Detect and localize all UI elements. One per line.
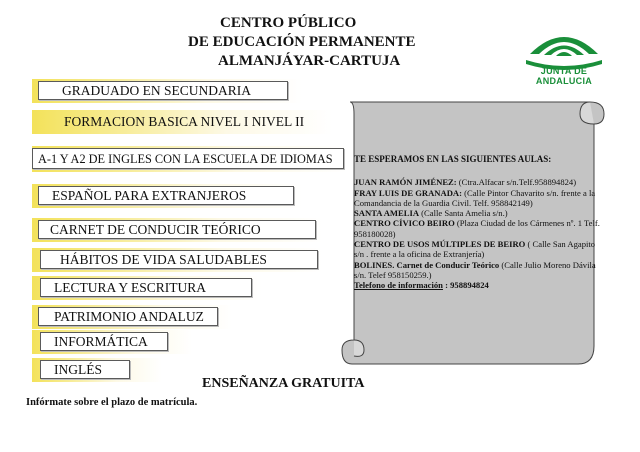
course-item bbox=[32, 358, 162, 382]
aula-detail: ( Calle San Agapito s/n . frente a la oficina de Extranjería) bbox=[354, 239, 596, 260]
course-label: PATRIMONIO ANDALUZ bbox=[54, 309, 204, 324]
phone-label: Telefono de información bbox=[354, 280, 443, 291]
course-label: GRADUADO EN SECUNDARIA bbox=[62, 83, 251, 98]
course-label: ESPAÑOL PARA EXTRANJEROS bbox=[52, 188, 247, 203]
phone-value: : 958894824 bbox=[442, 280, 489, 291]
title-line-2: DE EDUCACIÓN PERMANENTE bbox=[188, 34, 416, 50]
center-title bbox=[150, 14, 450, 71]
enrollment-note: Infórmate sobre el plazo de matrícula. bbox=[26, 397, 198, 408]
course-label: FORMACION BASICA NIVEL I NIVEL II bbox=[64, 114, 305, 129]
aula-name: BOLINES. Carnet de Conducir Teórico bbox=[354, 259, 500, 270]
aula-name: FRAY LUIS DE GRANADA: bbox=[354, 187, 462, 198]
aula-entry bbox=[354, 218, 604, 239]
aula-name: CENTRO CÍVICO BEIRO bbox=[354, 218, 455, 229]
aula-entry bbox=[354, 260, 604, 281]
course-label: A-1 Y A2 DE INGLES CON LA ESCUELA DE IDIOMAS bbox=[38, 151, 333, 166]
course-item bbox=[32, 184, 302, 208]
aula-name: JUAN RAMÓN JIMÉNEZ: bbox=[354, 177, 457, 188]
course-label: LECTURA Y ESCRITURA bbox=[54, 280, 207, 295]
aula-detail: (Calle Santa Amelia s/n.) bbox=[419, 208, 508, 219]
course-item bbox=[32, 248, 322, 272]
aula-detail: (Calle Julio Moreno Dávila s/n. Telef 958150259.) bbox=[354, 259, 596, 280]
course-item bbox=[32, 276, 262, 300]
free-education-heading: ENSEÑANZA GRATUITA bbox=[202, 376, 365, 391]
aula-name: CENTRO DE USOS MÚLTIPLES DE BEIRO bbox=[354, 239, 526, 250]
title-line-1: CENTRO PÚBLICO bbox=[220, 15, 357, 31]
course-item bbox=[32, 110, 332, 134]
course-item bbox=[32, 305, 232, 329]
aula-entry bbox=[354, 177, 604, 187]
aula-entry bbox=[354, 188, 604, 209]
course-item bbox=[32, 79, 302, 103]
phone-line bbox=[354, 280, 604, 290]
course-item bbox=[32, 218, 322, 242]
aula-detail: (Calle Pintor Chavarito s/n. frente a la Comandancia de la Guardia Civil. Telf. 958842149) bbox=[354, 187, 596, 208]
aula-detail: (Ctra.Alfacar s/n.Telf.958894824) bbox=[456, 177, 577, 188]
aulas-info bbox=[354, 154, 604, 291]
course-label: CARNET DE CONDUCIR TEÓRICO bbox=[50, 222, 261, 237]
aula-entry bbox=[354, 208, 604, 218]
logo-text: JUNTA DE ANDALUCIA bbox=[535, 66, 593, 86]
title-line-3: ALMANJÁYAR-CARTUJA bbox=[218, 53, 401, 69]
course-item bbox=[32, 146, 347, 172]
course-item bbox=[32, 330, 192, 354]
course-label: INFORMÁTICA bbox=[54, 334, 148, 349]
aula-name: SANTA AMELIA bbox=[354, 208, 420, 219]
aula-entry bbox=[354, 239, 604, 260]
aulas-heading: TE ESPERAMOS EN LAS SIGUIENTES AULAS: bbox=[354, 154, 552, 164]
course-label: INGLÉS bbox=[54, 362, 102, 377]
course-label: HÁBITOS DE VIDA SALUDABLES bbox=[60, 252, 267, 267]
aula-detail: (Plaza Ciudad de los Cármenes nº. 1 Telf. 958180028) bbox=[354, 218, 600, 239]
